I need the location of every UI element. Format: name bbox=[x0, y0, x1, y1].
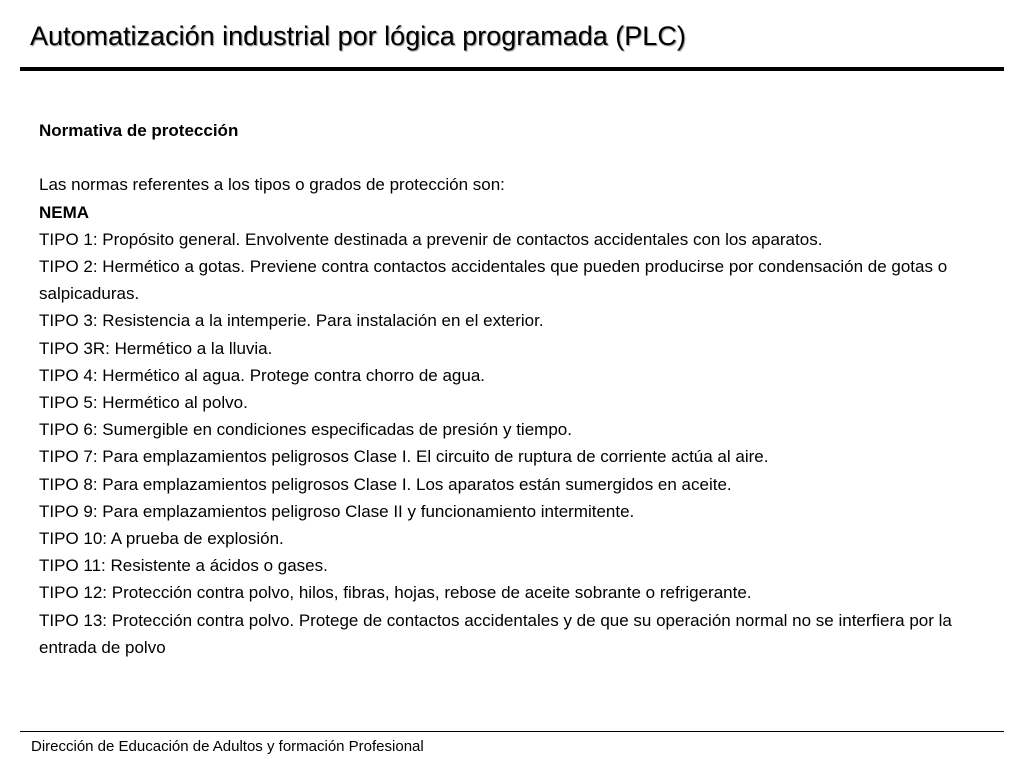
standard-label: NEMA bbox=[39, 202, 90, 222]
slide-title: Automatización industrial por lógica programada (PLC) bbox=[30, 21, 686, 51]
type-item: TIPO 2: Hermético a gotas. Previene contra contactos accidentales que pueden producirse por condensación de gotas o salpicaduras. bbox=[39, 257, 948, 304]
type-item: TIPO 12: Protección contra polvo, hilos, fibras, hojas, rebose de aceite sobrante o refrigerante. bbox=[39, 583, 752, 603]
type-item: TIPO 4: Hermético al agua. Protege contra chorro de agua. bbox=[39, 365, 486, 385]
type-item: TIPO 10: A prueba de explosión. bbox=[39, 529, 284, 549]
footer-text: Dirección de Educación de Adultos y formación Profesional bbox=[31, 738, 424, 755]
blank-line bbox=[39, 144, 984, 171]
type-item: TIPO 1: Propósito general. Envolvente destinada a prevenir de contactos accidentales con los aparatos. bbox=[39, 229, 823, 249]
title-divider bbox=[20, 67, 1004, 71]
section-heading: Normativa de protección bbox=[39, 121, 239, 140]
type-item: TIPO 8: Para emplazamientos peligrosos Clase I. Los aparatos están sumergidos en aceite. bbox=[39, 474, 732, 494]
type-item: TIPO 5: Hermético al polvo. bbox=[39, 393, 248, 413]
type-item: TIPO 3: Resistencia a la intemperie. Para instalación en el exterior. bbox=[39, 311, 544, 331]
type-item: TIPO 3R: Hermético a la lluvia. bbox=[39, 338, 273, 358]
type-item: TIPO 7: Para emplazamientos peligrosos Clase I. El circuito de ruptura de corriente actúa al aire. bbox=[39, 447, 769, 467]
footer-divider bbox=[20, 731, 1004, 732]
type-item: TIPO 13: Protección contra polvo. Protege de contactos accidentales y de que su operación normal no se interfiera por la entrada de polvo bbox=[39, 610, 952, 657]
type-item: TIPO 9: Para emplazamientos peligroso Clase II y funcionamiento intermitente. bbox=[39, 501, 635, 521]
type-item: TIPO 6: Sumergible en condiciones especificadas de presión y tiempo. bbox=[39, 420, 572, 440]
slide-body bbox=[39, 117, 984, 661]
intro-text: Las normas referentes a los tipos o grados de protección son: bbox=[39, 175, 505, 195]
type-item: TIPO 11: Resistente a ácidos o gases. bbox=[39, 556, 328, 576]
